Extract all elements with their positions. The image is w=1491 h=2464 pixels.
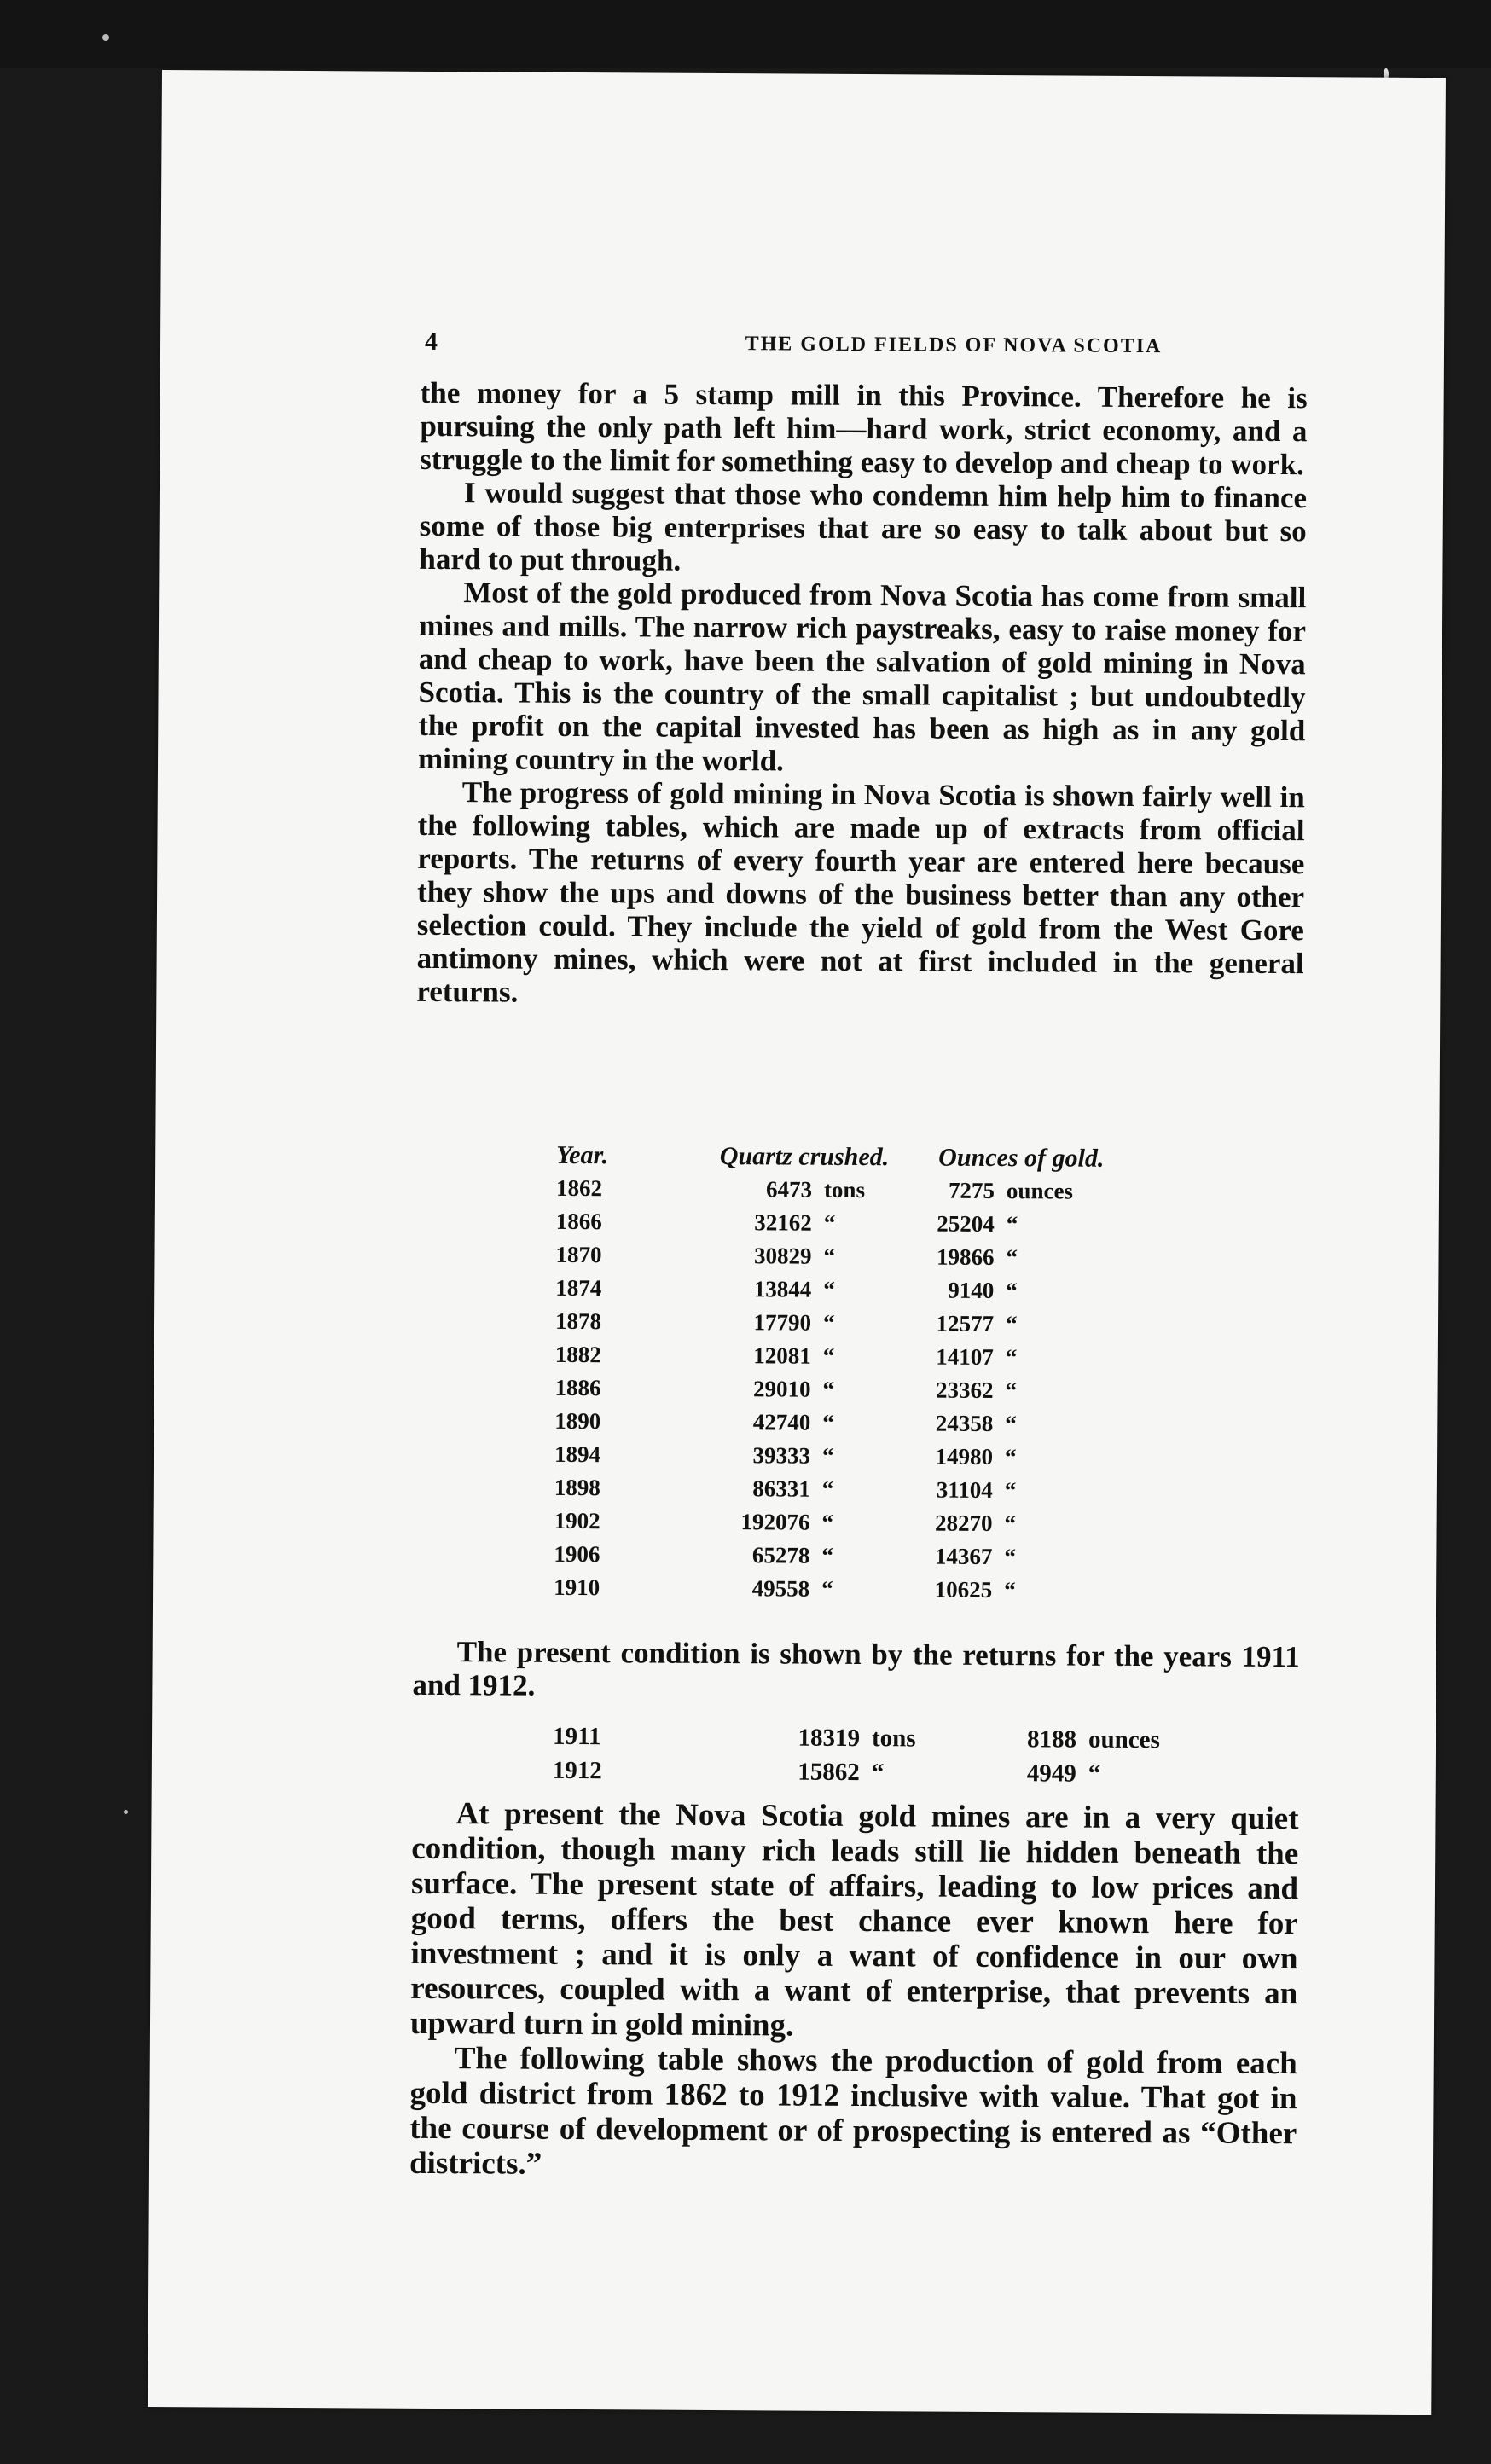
quartz-unit-cell: “ xyxy=(821,1442,834,1469)
ounces-unit-cell: ounces xyxy=(1088,1725,1160,1754)
table-row xyxy=(554,1408,1203,1446)
recent-table xyxy=(553,1723,1201,1795)
quartz-unit-cell: tons xyxy=(823,1176,866,1203)
scan-speck xyxy=(124,1810,128,1814)
body-text-block-3 xyxy=(409,1796,1299,2186)
ounces-unit-cell: “ xyxy=(1006,1278,1018,1304)
ounces-unit-cell: ounces xyxy=(1006,1178,1074,1204)
quartz-cell: 17790 xyxy=(753,1309,812,1336)
ounces-cell: 7275 xyxy=(948,1177,995,1203)
ounces-unit-cell: “ xyxy=(1006,1244,1018,1271)
year-cell: 1912 xyxy=(552,1756,602,1785)
ounces-cell: 12577 xyxy=(936,1310,995,1336)
table-row xyxy=(555,1308,1204,1346)
ounces-cell: 28270 xyxy=(935,1510,993,1536)
ounces-unit-cell: “ xyxy=(1004,1544,1016,1570)
quartz-unit-cell: “ xyxy=(821,1575,833,1602)
paragraph: I would suggest that those who condemn him help him to finance some of those big enterprises that are so easy to talk about but so hard to put through. xyxy=(419,476,1308,577)
ounces-cell: 24358 xyxy=(935,1410,994,1436)
paragraph: The following table shows the production of gold from each gold district from 1862 to 1912 inclusive with value. That got in the course of development or of prospecting is entered as “Other districts.” xyxy=(409,2041,1297,2182)
table-row xyxy=(554,1375,1203,1412)
year-cell: 1898 xyxy=(554,1474,600,1501)
ounces-cell: 14367 xyxy=(934,1543,993,1569)
ounces-unit-cell: “ xyxy=(1006,1211,1018,1238)
table-body xyxy=(554,1175,1204,1612)
ounces-unit-cell: “ xyxy=(1005,1377,1018,1404)
quartz-cell: 32162 xyxy=(754,1209,812,1236)
table-row xyxy=(553,1757,1201,1795)
paragraph: The present condition is shown by the returns for the years 1911 and 1912. xyxy=(412,1635,1300,1702)
quartz-unit-cell: “ xyxy=(823,1243,836,1269)
quartz-unit-cell: “ xyxy=(821,1476,834,1502)
ounces-cell: 25204 xyxy=(937,1210,995,1237)
scan-speck xyxy=(102,34,109,41)
quartz-cell: 6473 xyxy=(765,1176,813,1203)
ounces-cell: 19866 xyxy=(936,1244,995,1270)
table-row xyxy=(553,1723,1201,1761)
ounces-cell: 14107 xyxy=(936,1343,994,1370)
table-row xyxy=(554,1441,1203,1479)
document-page xyxy=(148,70,1446,2415)
table-row xyxy=(554,1574,1202,1612)
table-row xyxy=(554,1475,1203,1512)
year-cell: 1911 xyxy=(552,1722,601,1751)
year-cell: 1906 xyxy=(554,1540,600,1568)
year-cell: 1878 xyxy=(554,1307,602,1335)
year-cell: 1902 xyxy=(554,1507,600,1534)
table-row xyxy=(555,1275,1204,1313)
running-head: THE GOLD FIELDS OF NOVA SCOTIA xyxy=(745,333,1163,358)
quartz-cell: 13844 xyxy=(753,1276,812,1302)
ounces-unit-cell: “ xyxy=(1004,1444,1017,1470)
header-ounces: Ounces of gold. xyxy=(938,1143,1105,1173)
ounces-unit-cell: “ xyxy=(1005,1311,1018,1337)
quartz-unit-cell: “ xyxy=(823,1209,836,1236)
quartz-cell: 49558 xyxy=(751,1575,810,1602)
quartz-cell: 65278 xyxy=(751,1542,810,1568)
quartz-cell: 18319 xyxy=(798,1724,861,1753)
quartz-cell: 12081 xyxy=(753,1342,811,1369)
year-cell: 1894 xyxy=(554,1441,601,1468)
quartz-cell: 29010 xyxy=(752,1376,811,1402)
paragraph: At present the Nova Scotia gold mines are in a very quiet condition, though many rich leads still lie hidden beneath the surface. The present state of affairs, leading to low prices and good terms, offers the best chance ever known here for investment ; and it is only a want of confidence in our own resources, coupled with a want of enterprise, that prevents an upward turn in gold mining. xyxy=(409,1796,1299,2044)
table-row xyxy=(554,1541,1202,1579)
quartz-unit-cell: “ xyxy=(871,1759,885,1787)
page-header xyxy=(425,328,1482,377)
table-row xyxy=(556,1209,1204,1246)
header-quartz: Quartz crushed. xyxy=(719,1142,890,1172)
quartz-unit-cell: “ xyxy=(822,1342,835,1369)
body-text-block-2 xyxy=(412,1635,1299,1707)
ounces-unit-cell: “ xyxy=(1005,1411,1017,1437)
table-row xyxy=(556,1175,1204,1213)
quartz-cell: 192076 xyxy=(740,1509,810,1535)
year-cell: 1862 xyxy=(555,1174,603,1202)
quartz-unit-cell: tons xyxy=(871,1725,916,1753)
table-header xyxy=(556,1141,1204,1180)
quartz-unit-cell: “ xyxy=(821,1509,834,1535)
ounces-cell: 14980 xyxy=(935,1443,994,1470)
quartz-cell: 42740 xyxy=(752,1409,811,1435)
year-cell: 1882 xyxy=(554,1341,601,1368)
header-year: Year. xyxy=(556,1140,609,1170)
quartz-unit-cell: “ xyxy=(823,1276,835,1302)
ounces-unit-cell: “ xyxy=(1004,1577,1016,1603)
quartz-cell: 39333 xyxy=(752,1442,811,1469)
year-cell: 1910 xyxy=(554,1574,600,1601)
ounces-unit-cell: “ xyxy=(1088,1760,1101,1788)
production-table xyxy=(554,1141,1204,1612)
page-number: 4 xyxy=(424,327,438,356)
ounces-unit-cell: “ xyxy=(1005,1344,1018,1371)
quartz-unit-cell: “ xyxy=(821,1542,833,1568)
ounces-cell: 10625 xyxy=(934,1576,993,1603)
quartz-unit-cell: “ xyxy=(822,1309,835,1336)
ounces-unit-cell: “ xyxy=(1004,1510,1017,1537)
quartz-cell: 86331 xyxy=(752,1476,810,1502)
quartz-cell: 30829 xyxy=(753,1243,812,1269)
body-text-block-1 xyxy=(416,376,1308,1013)
ounces-cell: 9140 xyxy=(948,1277,995,1303)
quartz-unit-cell: “ xyxy=(822,1376,835,1402)
table-row xyxy=(555,1242,1204,1279)
ounces-cell: 8188 xyxy=(1026,1725,1077,1754)
paragraph: Most of the gold produced from Nova Scotia has come from small mines and mills. The narrow rich paystreaks, easy to raise money for and cheap to work, have been the salvation of gold mining in Nova Scotia. This is the country of the small capitalist ; but undoubtedly the profit on the capital invested has been as high as in any gold mining country in the world. xyxy=(417,576,1307,778)
quartz-unit-cell: “ xyxy=(822,1409,834,1435)
year-cell: 1890 xyxy=(554,1407,601,1435)
quartz-cell: 15862 xyxy=(798,1758,860,1787)
ounces-cell: 4949 xyxy=(1026,1760,1076,1788)
paragraph: the money for a 5 stamp mill in this Province. Therefore he is pursuing the only path left him—hard work, strict economy, and a struggle to the limit for something easy to develop and cheap to work. xyxy=(420,375,1308,482)
table-body xyxy=(553,1723,1201,1795)
table-row xyxy=(554,1508,1202,1545)
year-cell: 1886 xyxy=(554,1374,601,1401)
ounces-cell: 31104 xyxy=(936,1476,993,1503)
table-row xyxy=(555,1342,1204,1379)
year-cell: 1874 xyxy=(555,1274,602,1302)
year-cell: 1866 xyxy=(555,1208,602,1235)
ounces-unit-cell: “ xyxy=(1004,1477,1017,1504)
ounces-cell: 23362 xyxy=(935,1377,994,1403)
year-cell: 1870 xyxy=(555,1241,602,1268)
paragraph: The progress of gold mining in Nova Scotia is shown fairly well in the following tables, which are made up of extracts from official reports. The returns of every fourth year are entered here because they show the ups and downs of the business better than any other selection could. They include the yield of gold from the West Gore antimony mines, which were not at first included in the general returns. xyxy=(416,775,1305,1009)
scan-border xyxy=(0,0,1491,68)
